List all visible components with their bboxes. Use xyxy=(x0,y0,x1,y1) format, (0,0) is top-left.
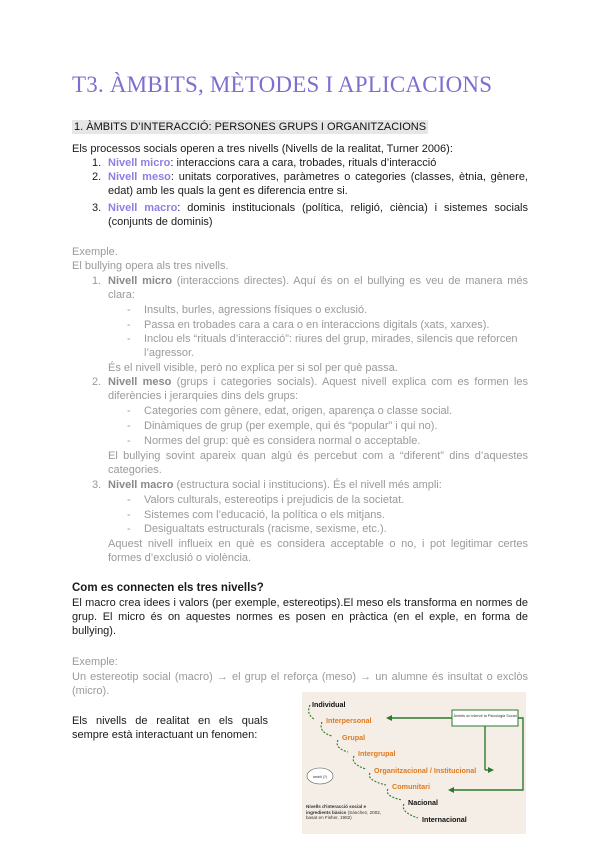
level-2-number: 2. xyxy=(92,171,102,183)
level-1-item xyxy=(108,156,528,170)
level-label-nacional: Nacional xyxy=(408,798,438,807)
bullet-dash: - xyxy=(127,304,131,316)
arrow-line xyxy=(452,718,523,790)
example-macro-desc: (estructura social i institucions). És el nivell més ampli: xyxy=(173,479,442,491)
example-meso-number: 2. xyxy=(92,376,102,388)
meso-bullet-1: Categories com gènere, edat, origen, aparença o classe social. xyxy=(144,405,453,417)
arrow-head xyxy=(488,767,494,773)
micro-after: És el nivell visible, però no explica per si sol per què passa. xyxy=(108,362,398,374)
connect-heading: Com es connecten els tres nivells? xyxy=(72,582,264,594)
micro-bullet-1: Insults, burles, agressions físiques o exclusió. xyxy=(144,304,368,316)
example-macro-item xyxy=(108,478,528,492)
figure-caption-title: Nivells d’interacció social e ingredients bàsics xyxy=(306,804,367,815)
bullet-dash: - xyxy=(127,405,131,417)
example2-label: Exemple: xyxy=(72,656,118,668)
level-label-grupal: Grupal xyxy=(342,733,366,742)
level-3-number: 3. xyxy=(92,202,102,214)
figure-intro-text: Els nivells de realitat en els quals sempre està interactuant un fenomen: xyxy=(72,715,268,741)
bullet-dash: - xyxy=(127,420,131,432)
level-2-desc: : unitats corporatives, paràmetres o categories (classes, ètnia, gènere, edat) amb les quals la gent es diferencia entre si. xyxy=(108,171,528,197)
example-meso-desc: (grups i categories socials). Aquest nivell explica com es formen les diferències i jerarquies dins dels grups: xyxy=(108,376,529,402)
level-3-name: Nivell macro xyxy=(108,202,178,214)
macro-bullet-3: Desigualtats estructurals (racisme, sexisme, etc.). xyxy=(144,523,387,535)
level-1-name: Nivell micro xyxy=(108,157,171,169)
section-heading-ambits: 1. ÀMBITS D’INTERACCIÓ: PERSONES GRUPS I ORGANITZACIONS xyxy=(74,121,427,133)
example-meso-item xyxy=(108,375,528,403)
level-2-item xyxy=(108,170,528,198)
figure-caption xyxy=(306,804,392,834)
level-label-internacional: Internacional xyxy=(422,815,467,824)
scope-arrows xyxy=(390,718,523,790)
example-micro-name: Nivell micro xyxy=(108,275,173,287)
example2-body: Un estereotip social (macro) → el grup el reforça (meso) → un alumne és insultat o exclòs (micro). xyxy=(72,671,528,697)
levels-diagram xyxy=(302,692,526,834)
meso-bullet-2: Dinàmiques de grup (per exemple, qui és “popular” i qui no). xyxy=(144,420,438,432)
example-micro-desc: (interaccions directes). Aquí és on el bullying es veu de manera més clara: xyxy=(108,275,529,301)
example-macro-number: 3. xyxy=(92,479,102,491)
macro-bullet-1: Valors culturals, estereotips i prejudicis de la societat. xyxy=(144,494,405,506)
bullet-dash: - xyxy=(127,319,131,331)
connect-body: El macro crea idees i valors (per exemple, estereotips).El meso els transforma en normes de grup. El micro és on aquestes normes es posen en pràctica (en el exple, en forma de bullying). xyxy=(72,597,528,637)
example-label: Exemple. xyxy=(72,246,118,258)
bullet-dash: - xyxy=(127,523,131,535)
levels-figure xyxy=(302,692,526,834)
level-1-desc: : interaccions cara a cara, trobades, rituals d’interacció xyxy=(170,157,437,169)
meso-after: El bullying sovint apareix quan algú és percebut com a “diferent” dins d’aquestes categories. xyxy=(108,450,528,476)
macro-bullet-2: Sistemes com l’educació, la política o els mitjans. xyxy=(144,509,385,521)
micro-bullet-2: Passa en trobades cara a cara o en interaccions digitals (xats, xarxes). xyxy=(144,319,490,331)
page-title: T3. ÀMBITS, MÈTODES I APLICACIONS xyxy=(72,72,493,97)
meso-bullet-3: Normes del grup: què es considera normal o acceptable. xyxy=(144,435,421,447)
example-meso-name: Nivell meso xyxy=(108,376,172,388)
example-micro-item xyxy=(108,274,528,302)
arrow-head xyxy=(386,715,392,721)
level-label-individual: Individual xyxy=(312,700,346,709)
level-2-name: Nivell meso xyxy=(108,171,171,183)
example-macro-name: Nivell macro xyxy=(108,479,174,491)
level-label-interpersonal: Interpersonal xyxy=(326,716,372,725)
micro-bullet-3: Inclou els “rituals d’interacció”: riures del grup, mirades, silencis que reforcen l’agressor. xyxy=(144,333,518,359)
macro-after: Aquest nivell influeix en què es considera acceptable o no, i pot legitimar certes formes d’exclusió o violència. xyxy=(108,538,528,564)
level-label-organitzacional: Organitzacional / Institucional xyxy=(374,766,477,775)
level-label-intergrupal: Intergrupal xyxy=(358,749,396,758)
bullet-dash: - xyxy=(127,494,131,506)
bullet-dash: - xyxy=(127,509,131,521)
figure-caption-source: (Sánchez, 2002, basat en Fisher, 1982) xyxy=(306,809,382,821)
level-1-number: 1. xyxy=(92,157,102,169)
arrow-head xyxy=(448,787,454,793)
scope-box xyxy=(452,710,518,726)
example-micro-number: 1. xyxy=(92,275,102,287)
level-3-item xyxy=(108,201,528,229)
bullet-dash: - xyxy=(127,435,131,447)
level-3-desc: : dominis institucionals (política, religió, ciència) i sistemes socials (conjunts de dominis) xyxy=(108,202,528,228)
scope-box-text: Àmbits on intervé la Psicologia Social xyxy=(453,714,517,718)
level-label-comunitari: Comunitari xyxy=(392,782,430,791)
bullet-dash: - xyxy=(127,333,131,345)
section-intro: Els processos socials operen a tres nivells (Nivells de la realitat, Turner 2006): xyxy=(72,143,453,155)
example-intro: El bullying opera als tres nivells. xyxy=(72,260,229,272)
bubble-text: àmbit (?) xyxy=(312,775,328,779)
